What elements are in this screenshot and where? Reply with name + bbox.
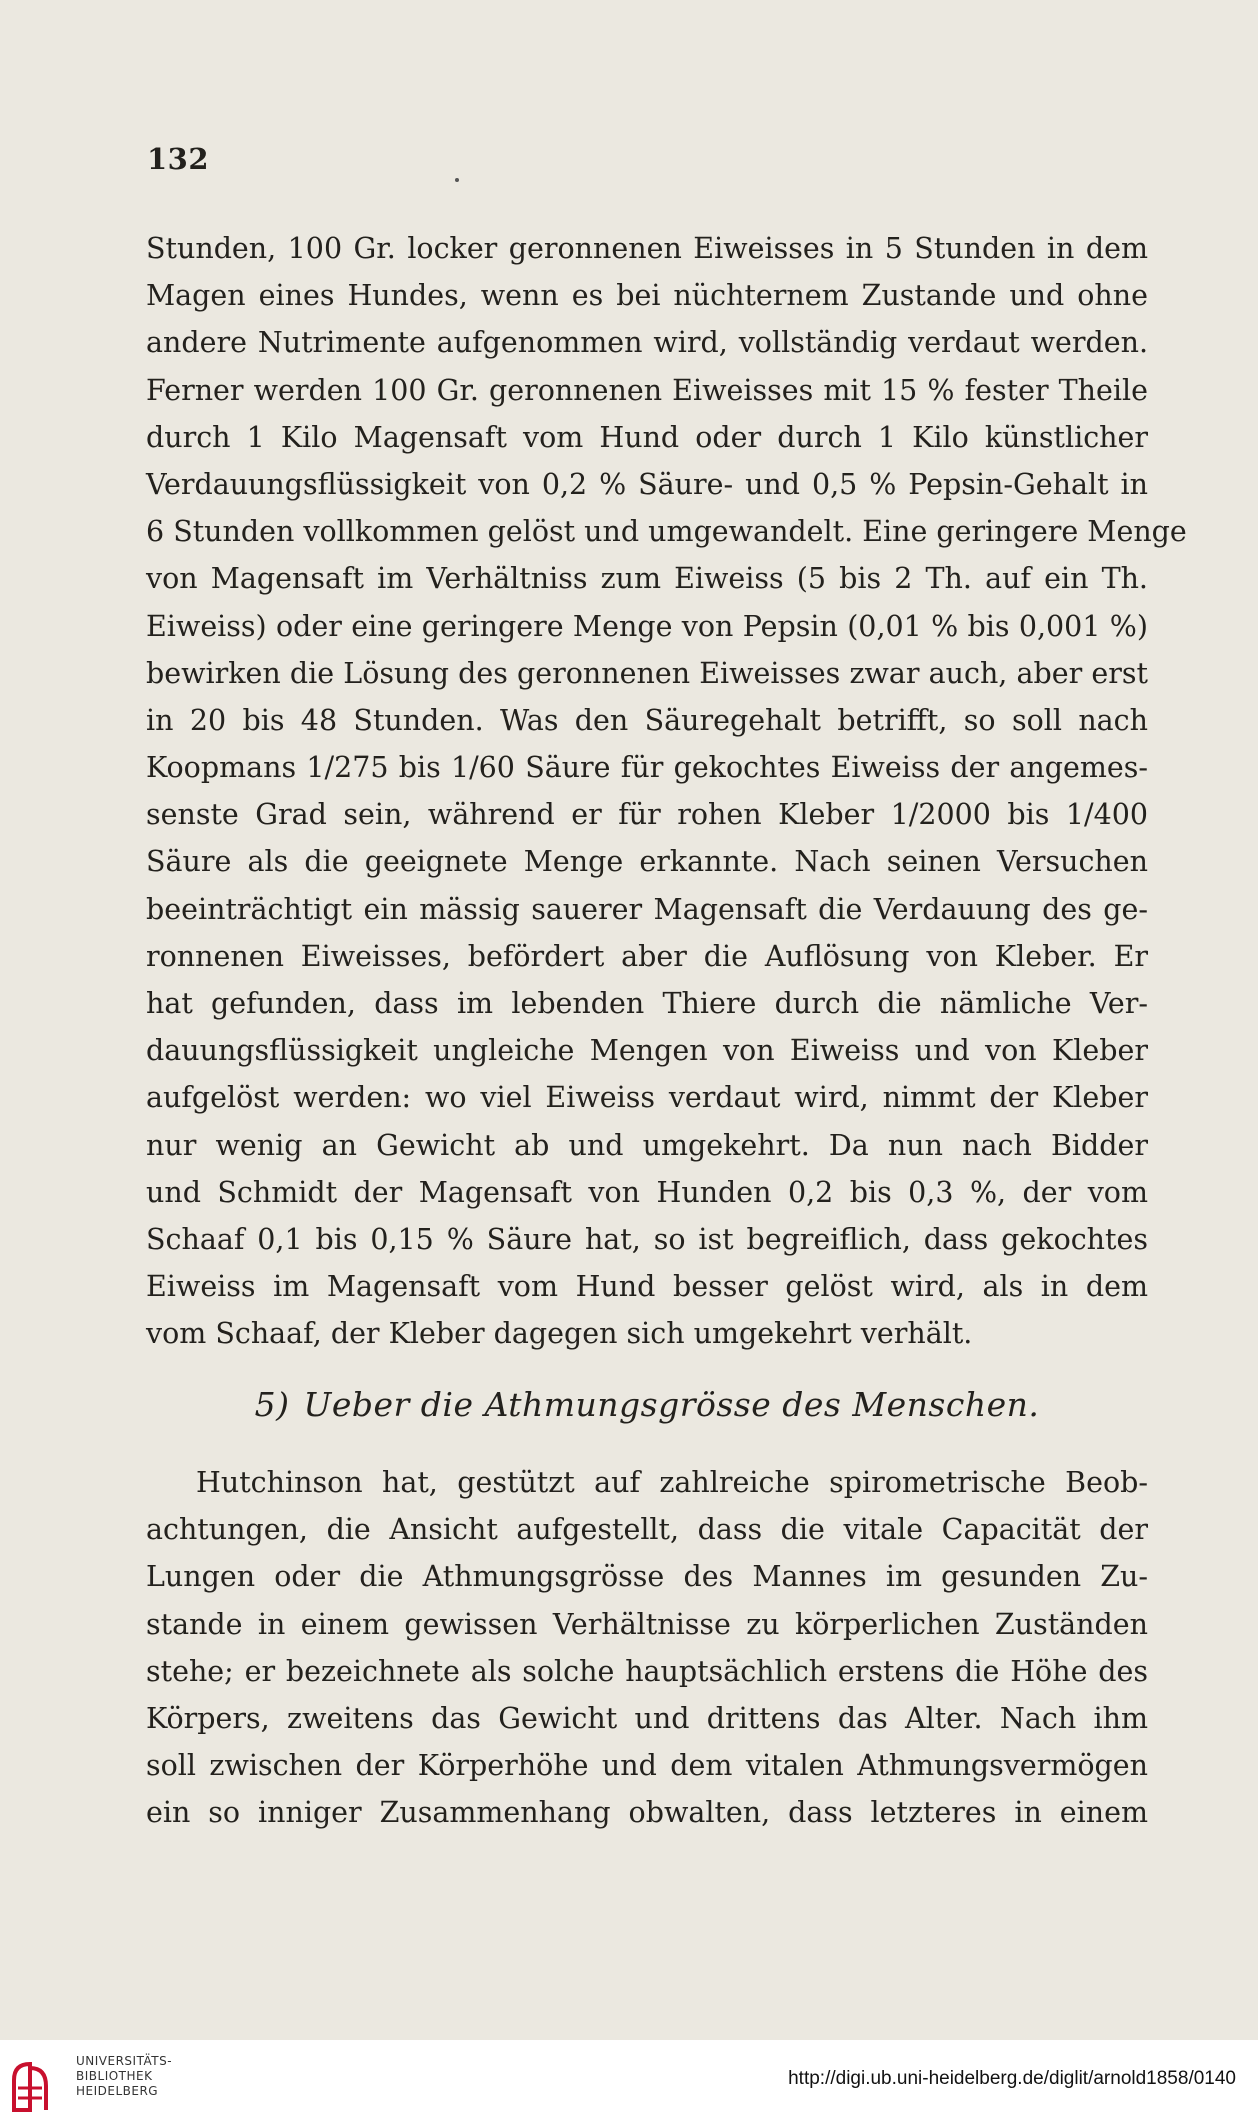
text-line: bewirken die Lösung des geronnenen Eiweisses zwar auch, aber erst <box>146 656 1148 690</box>
text-line: nur wenig an Gewicht ab und umgekehrt. Da nun nach Bidder <box>146 1128 1148 1162</box>
library-name-line: HEIDELBERG <box>76 2084 159 2098</box>
library-name-line: UNIVERSITÄTS- <box>76 2054 173 2068</box>
viewer-footer <box>0 2040 1258 2126</box>
text-line: andere Nutrimente aufgenommen wird, vollständig verdaut werden. <box>146 326 1148 360</box>
library-name-line: BIBLIOTHEK <box>76 2069 153 2083</box>
section-heading-number: 5) <box>254 1385 290 1424</box>
text-line: Ferner werden 100 Gr. geronnenen Eiweisses mit 15 % fester Theile <box>146 373 1148 407</box>
text-line: Lungen oder die Athmungsgrösse des Mannes im gesunden Zu- <box>146 1560 1148 1594</box>
text-line: vom Schaaf, der Kleber dagegen sich umgekehrt verhält. <box>146 1317 973 1351</box>
text-line: soll zwischen der Körperhöhe und dem vitalen Athmungsvermögen <box>146 1749 1148 1783</box>
text-line: Eiweiss im Magensaft vom Hund besser gelöst wird, als in dem <box>146 1270 1148 1304</box>
text-line: Hutchinson hat, gestützt auf zahlreiche spirometrische Beob- <box>196 1466 1148 1499</box>
section-heading-title: Ueber die Athmungsgrösse des Menschen. <box>303 1385 1040 1424</box>
section-heading <box>146 1385 1148 1424</box>
paragraph-2 <box>146 1459 1148 1837</box>
page-number: 132 <box>147 142 210 176</box>
text-line: Verdauungsflüssigkeit von 0,2 % Säure- und 0,5 % Pepsin-Gehalt in <box>146 467 1148 501</box>
text-line: von Magensaft im Verhältniss zum Eiweiss (5 bis 2 Th. auf ein Th. <box>146 562 1148 596</box>
university-logo-icon <box>10 2058 66 2114</box>
text-line: und Schmidt der Magensaft von Hunden 0,2 bis 0,3 %, der vom <box>146 1175 1148 1209</box>
paragraph-1 <box>146 225 1187 1358</box>
ink-speck <box>455 178 459 182</box>
text-line: ronnenen Eiweisses, befördert aber die Auflösung von Kleber. Er <box>146 939 1148 973</box>
text-line: senste Grad sein, während er für rohen Kleber 1/2000 bis 1/400 <box>146 798 1148 832</box>
text-line: Stunden, 100 Gr. locker geronnenen Eiweisses in 5 Stunden in dem <box>146 232 1148 265</box>
text-line: Säure als die geeignete Menge erkannte. Nach seinen Versuchen <box>146 845 1148 879</box>
text-line: durch 1 Kilo Magensaft vom Hund oder durch 1 Kilo künstlicher <box>146 420 1148 454</box>
library-name <box>76 2054 172 2099</box>
text-line: hat gefunden, dass im lebenden Thiere durch die nämliche Ver- <box>146 987 1148 1020</box>
text-line: ein so inniger Zusammenhang obwalten, dass letzteres in einem <box>146 1796 1148 1830</box>
text-line: Eiweiss) oder eine geringere Menge von Pepsin (0,01 % bis 0,001 %) <box>146 609 1148 643</box>
text-line: achtungen, die Ansicht aufgestellt, dass die vitale Capacität der <box>146 1513 1148 1547</box>
source-url-link[interactable]: http://digi.ub.uni-heidelberg.de/diglit/arnold1858/0140 <box>788 2068 1236 2089</box>
text-line: stehe; er bezeichnete als solche hauptsächlich erstens die Höhe des <box>146 1654 1148 1688</box>
text-line: 6 Stunden vollkommen gelöst und umgewandelt. Eine geringere Menge <box>146 515 1187 549</box>
text-line: Magen eines Hundes, wenn es bei nüchternem Zustande und ohne <box>146 279 1148 313</box>
text-line: Körpers, zweitens das Gewicht und drittens das Alter. Nach ihm <box>146 1701 1148 1735</box>
text-line: stande in einem gewissen Verhältnisse zu körperlichen Zuständen <box>146 1607 1148 1641</box>
text-line: Koopmans 1/275 bis 1/60 Säure für gekochtes Eiweiss der angemes- <box>146 751 1148 785</box>
text-line: beeinträchtigt ein mässig sauerer Magensaft die Verdauung des ge- <box>146 892 1148 926</box>
text-line: aufgelöst werden: wo viel Eiweiss verdaut wird, nimmt der Kleber <box>146 1081 1148 1115</box>
text-line: in 20 bis 48 Stunden. Was den Säuregehalt betrifft, so soll nach <box>146 703 1148 737</box>
text-line: dauungsflüssigkeit ungleiche Mengen von Eiweiss und von Kleber <box>146 1034 1148 1068</box>
text-line: Schaaf 0,1 bis 0,15 % Säure hat, so ist begreiflich, dass gekochtes <box>146 1222 1148 1256</box>
